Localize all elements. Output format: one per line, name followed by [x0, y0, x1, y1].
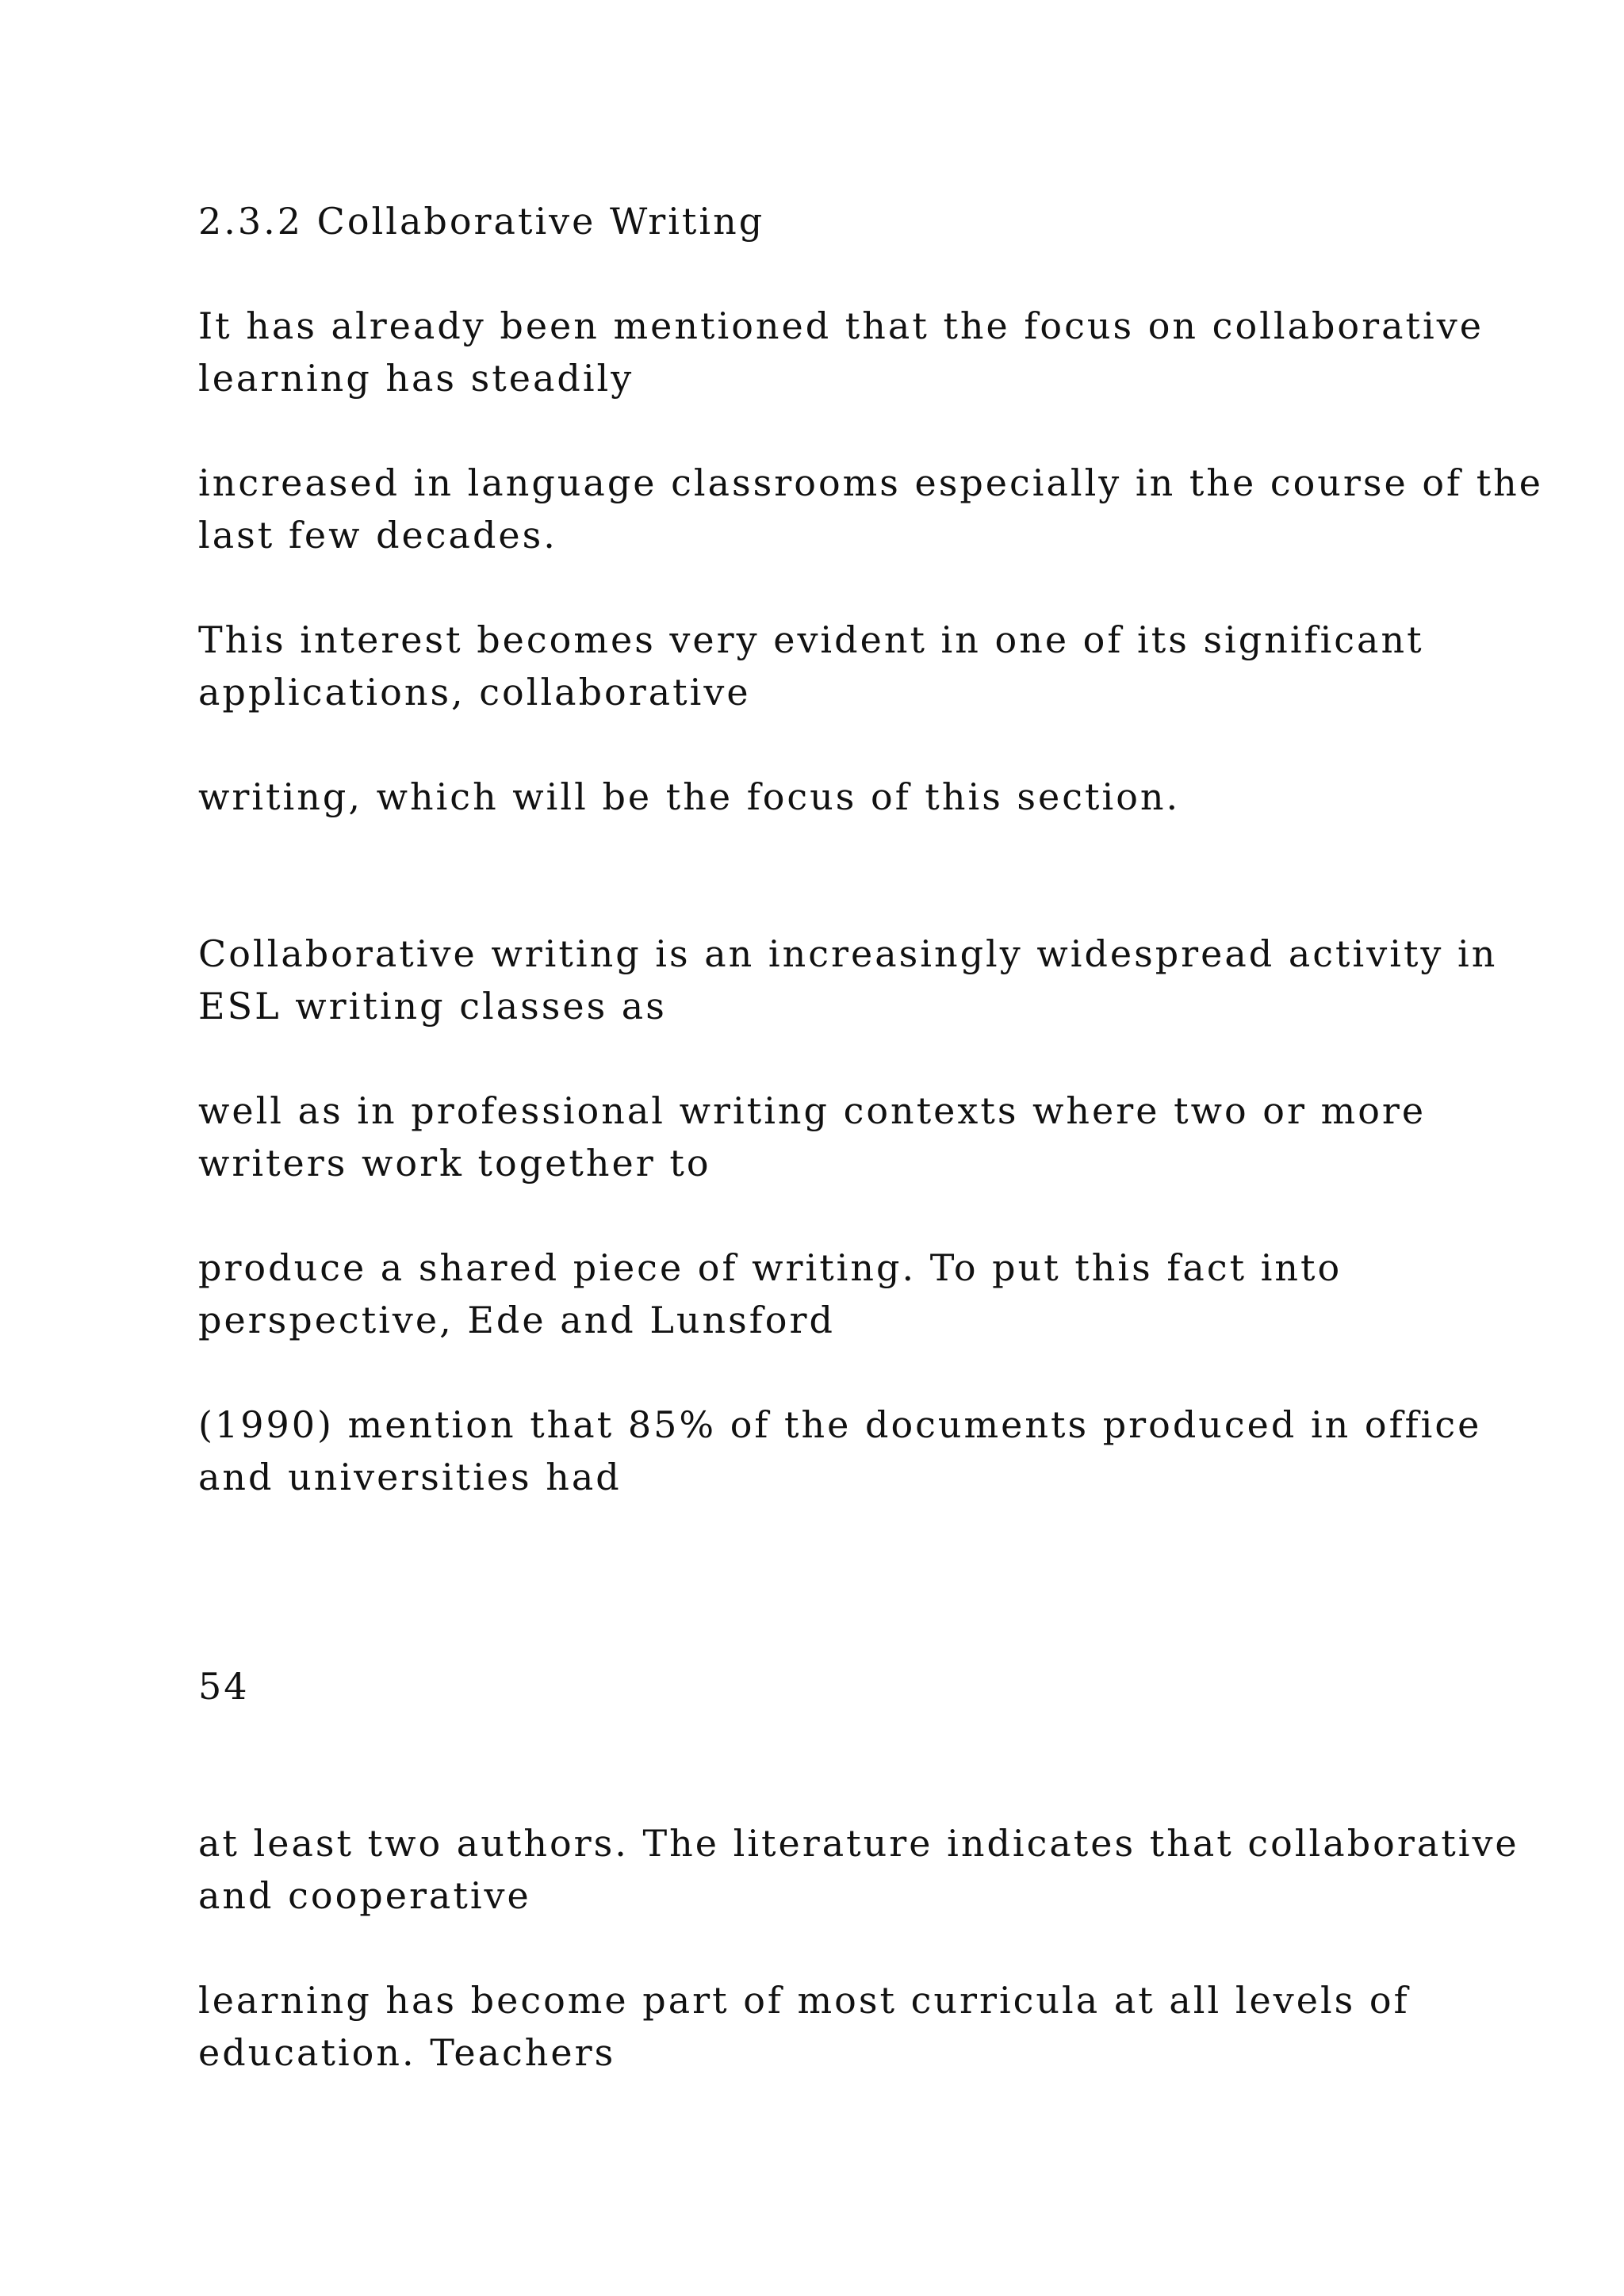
text-line: well as in professional writing contexts where two or more	[198, 1089, 1427, 1132]
text-line: perspective, Ede and Lunsford	[198, 1299, 835, 1341]
text-line: (1990) mention that 85% of the documents produced in office	[198, 1403, 1482, 1446]
text-line: writers work together to	[198, 1142, 711, 1184]
text-line: and universities had	[198, 1456, 622, 1498]
text-line: writing, which will be the focus of this section.	[198, 775, 1181, 818]
text-line: learning has become part of most curricula at all levels of	[198, 1979, 1410, 2022]
text-line: increased in language classrooms especially in the course of the	[198, 461, 1544, 504]
text-line: This interest becomes very evident in one of its significant	[198, 618, 1424, 661]
text-line: Collaborative writing is an increasingly widespread activity in	[198, 932, 1498, 975]
text-line: last few decades.	[198, 514, 557, 557]
text-line: applications, collaborative	[198, 671, 751, 714]
text-line: at least two authors. The literature indicates that collaborative	[198, 1822, 1519, 1865]
text-line: education. Teachers	[198, 2031, 616, 2074]
text-line: ESL writing classes as	[198, 985, 667, 1027]
page-number: 54	[198, 1665, 250, 1708]
text-line: learning has steadily	[198, 357, 634, 400]
text-line: produce a shared piece of writing. To put this fact into	[198, 1246, 1342, 1289]
section-heading: 2.3.2 Collaborative Writing	[198, 200, 765, 243]
text-line: and cooperative	[198, 1874, 531, 1917]
text-line: It has already been mentioned that the focus on collaborative	[198, 304, 1484, 347]
